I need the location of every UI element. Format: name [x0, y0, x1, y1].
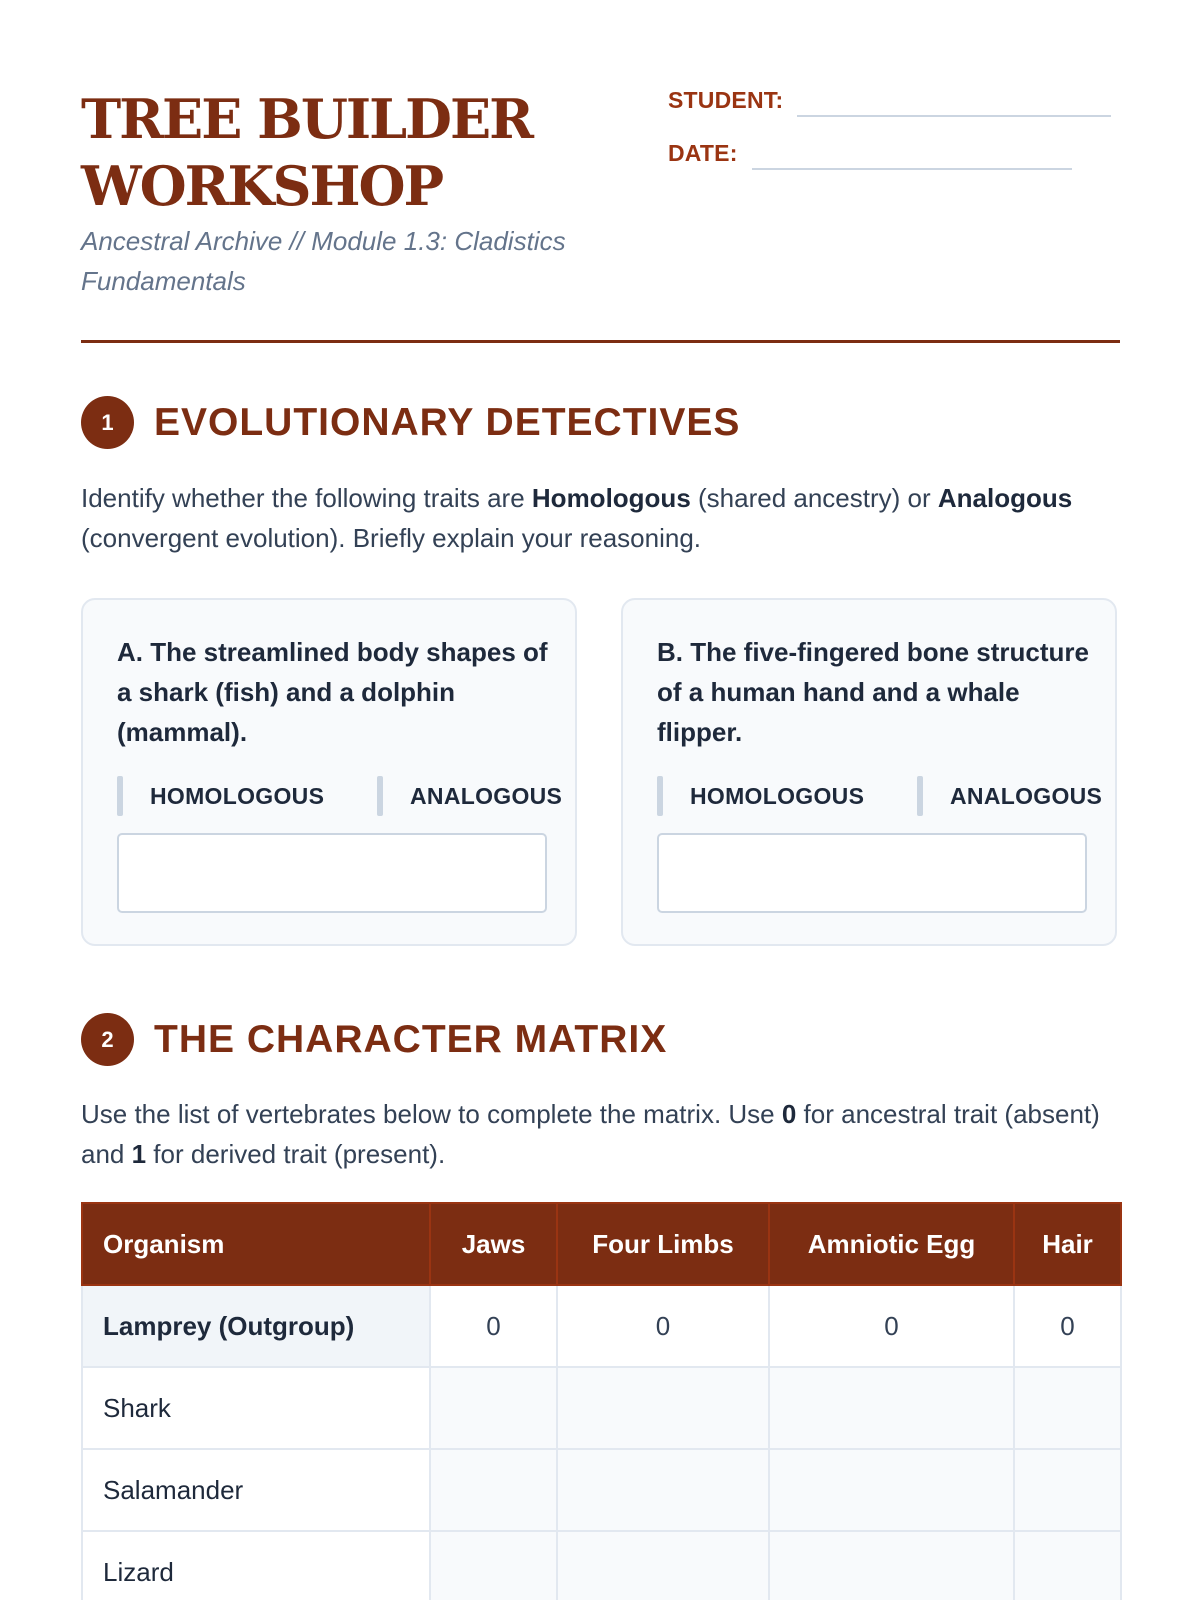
organism-cell: Lizard — [82, 1531, 430, 1600]
option-marker — [377, 776, 383, 816]
trait-cell[interactable] — [557, 1367, 769, 1449]
column-header-four-limbs: Four Limbs — [557, 1203, 769, 1285]
column-header-organism: Organism — [82, 1203, 430, 1285]
option-label: HOMOLOGOUS — [150, 782, 325, 809]
date-line[interactable] — [752, 168, 1072, 170]
question-text: A. The streamlined body shapes of a shark (fish) and a dolphin (mammal). — [117, 637, 548, 747]
option-label: HOMOLOGOUS — [690, 782, 865, 809]
value-one: 1 — [131, 1139, 147, 1169]
instructions-text: Identify whether the following traits are — [81, 483, 532, 513]
trait-cell: 0 — [769, 1285, 1014, 1367]
section-2-title: THE CHARACTER MATRIX — [154, 1017, 668, 1061]
section-number-badge: 1 — [81, 396, 134, 449]
trait-cell[interactable] — [430, 1449, 557, 1531]
table-row — [82, 1531, 1121, 1600]
title-line-2: WORKSHOP — [81, 154, 443, 218]
trait-cell: 0 — [430, 1285, 557, 1367]
section-1-title: EVOLUTIONARY DETECTIVES — [154, 400, 741, 444]
table-row — [82, 1285, 1121, 1367]
option-analogous[interactable] — [377, 776, 562, 816]
section-number-badge: 2 — [81, 1013, 134, 1066]
table-header-row — [82, 1203, 1121, 1285]
reasoning-answer-box[interactable] — [117, 833, 547, 913]
instructions-text: (convergent evolution). Briefly explain your reasoning. — [81, 523, 702, 553]
option-analogous[interactable] — [917, 776, 1102, 816]
organism-cell: Salamander — [82, 1449, 430, 1531]
option-homologous[interactable] — [657, 776, 864, 816]
option-label: ANALOGOUS — [410, 782, 563, 809]
trait-cell[interactable] — [1014, 1367, 1121, 1449]
column-header-amniotic-egg: Amniotic Egg — [769, 1203, 1014, 1285]
instructions-text: for derived trait (present). — [146, 1139, 446, 1169]
table-row — [82, 1449, 1121, 1531]
table-row — [82, 1367, 1121, 1449]
date-label: DATE: — [668, 140, 738, 166]
section-2-instructions — [81, 1094, 1120, 1174]
trait-cell[interactable] — [430, 1367, 557, 1449]
reasoning-answer-box[interactable] — [657, 833, 1087, 913]
trait-cell: 0 — [1014, 1285, 1121, 1367]
trait-cell[interactable] — [557, 1531, 769, 1600]
column-header-hair: Hair — [1014, 1203, 1121, 1285]
option-homologous[interactable] — [117, 776, 324, 816]
option-label: ANALOGOUS — [950, 782, 1103, 809]
date-field — [668, 141, 1072, 165]
option-marker — [657, 776, 663, 816]
term-homologous: Homologous — [531, 483, 691, 513]
trait-cell[interactable] — [1014, 1449, 1121, 1531]
trait-cell[interactable] — [769, 1449, 1014, 1531]
term-analogous: Analogous — [937, 483, 1073, 513]
question-card-a — [81, 598, 577, 946]
character-matrix-table — [81, 1202, 1122, 1600]
trait-cell[interactable] — [557, 1449, 769, 1531]
title-line-1: TREE BUILDER — [81, 87, 533, 151]
header-divider — [81, 340, 1120, 343]
instructions-text: for ancestral trait (absent) and — [81, 1099, 1100, 1169]
organism-cell: Lamprey (Outgroup) — [82, 1285, 430, 1367]
trait-cell[interactable] — [430, 1531, 557, 1600]
page-title — [81, 86, 532, 220]
option-marker — [917, 776, 923, 816]
value-zero: 0 — [781, 1099, 797, 1129]
section-1-instructions — [81, 478, 1120, 558]
question-text: B. The five-fingered bone structure of a human hand and a whale flipper. — [657, 637, 1089, 747]
instructions-text: (shared ancestry) or — [690, 483, 938, 513]
section-1-header — [81, 396, 740, 449]
option-marker — [117, 776, 123, 816]
instructions-text: Use the list of vertebrates below to complete the matrix. Use — [81, 1099, 782, 1129]
organism-cell: Shark — [82, 1367, 430, 1449]
question-card-b — [621, 598, 1117, 946]
student-name-line[interactable] — [797, 115, 1111, 117]
trait-cell: 0 — [557, 1285, 769, 1367]
trait-cell[interactable] — [769, 1531, 1014, 1600]
section-2-header — [81, 1013, 667, 1066]
page-subtitle: Ancestral Archive // Module 1.3: Cladistics Fundamentals — [81, 226, 566, 296]
student-label: STUDENT: — [668, 87, 784, 113]
trait-cell[interactable] — [769, 1367, 1014, 1449]
column-header-jaws: Jaws — [430, 1203, 557, 1285]
student-field — [668, 88, 1111, 112]
trait-cell[interactable] — [1014, 1531, 1121, 1600]
